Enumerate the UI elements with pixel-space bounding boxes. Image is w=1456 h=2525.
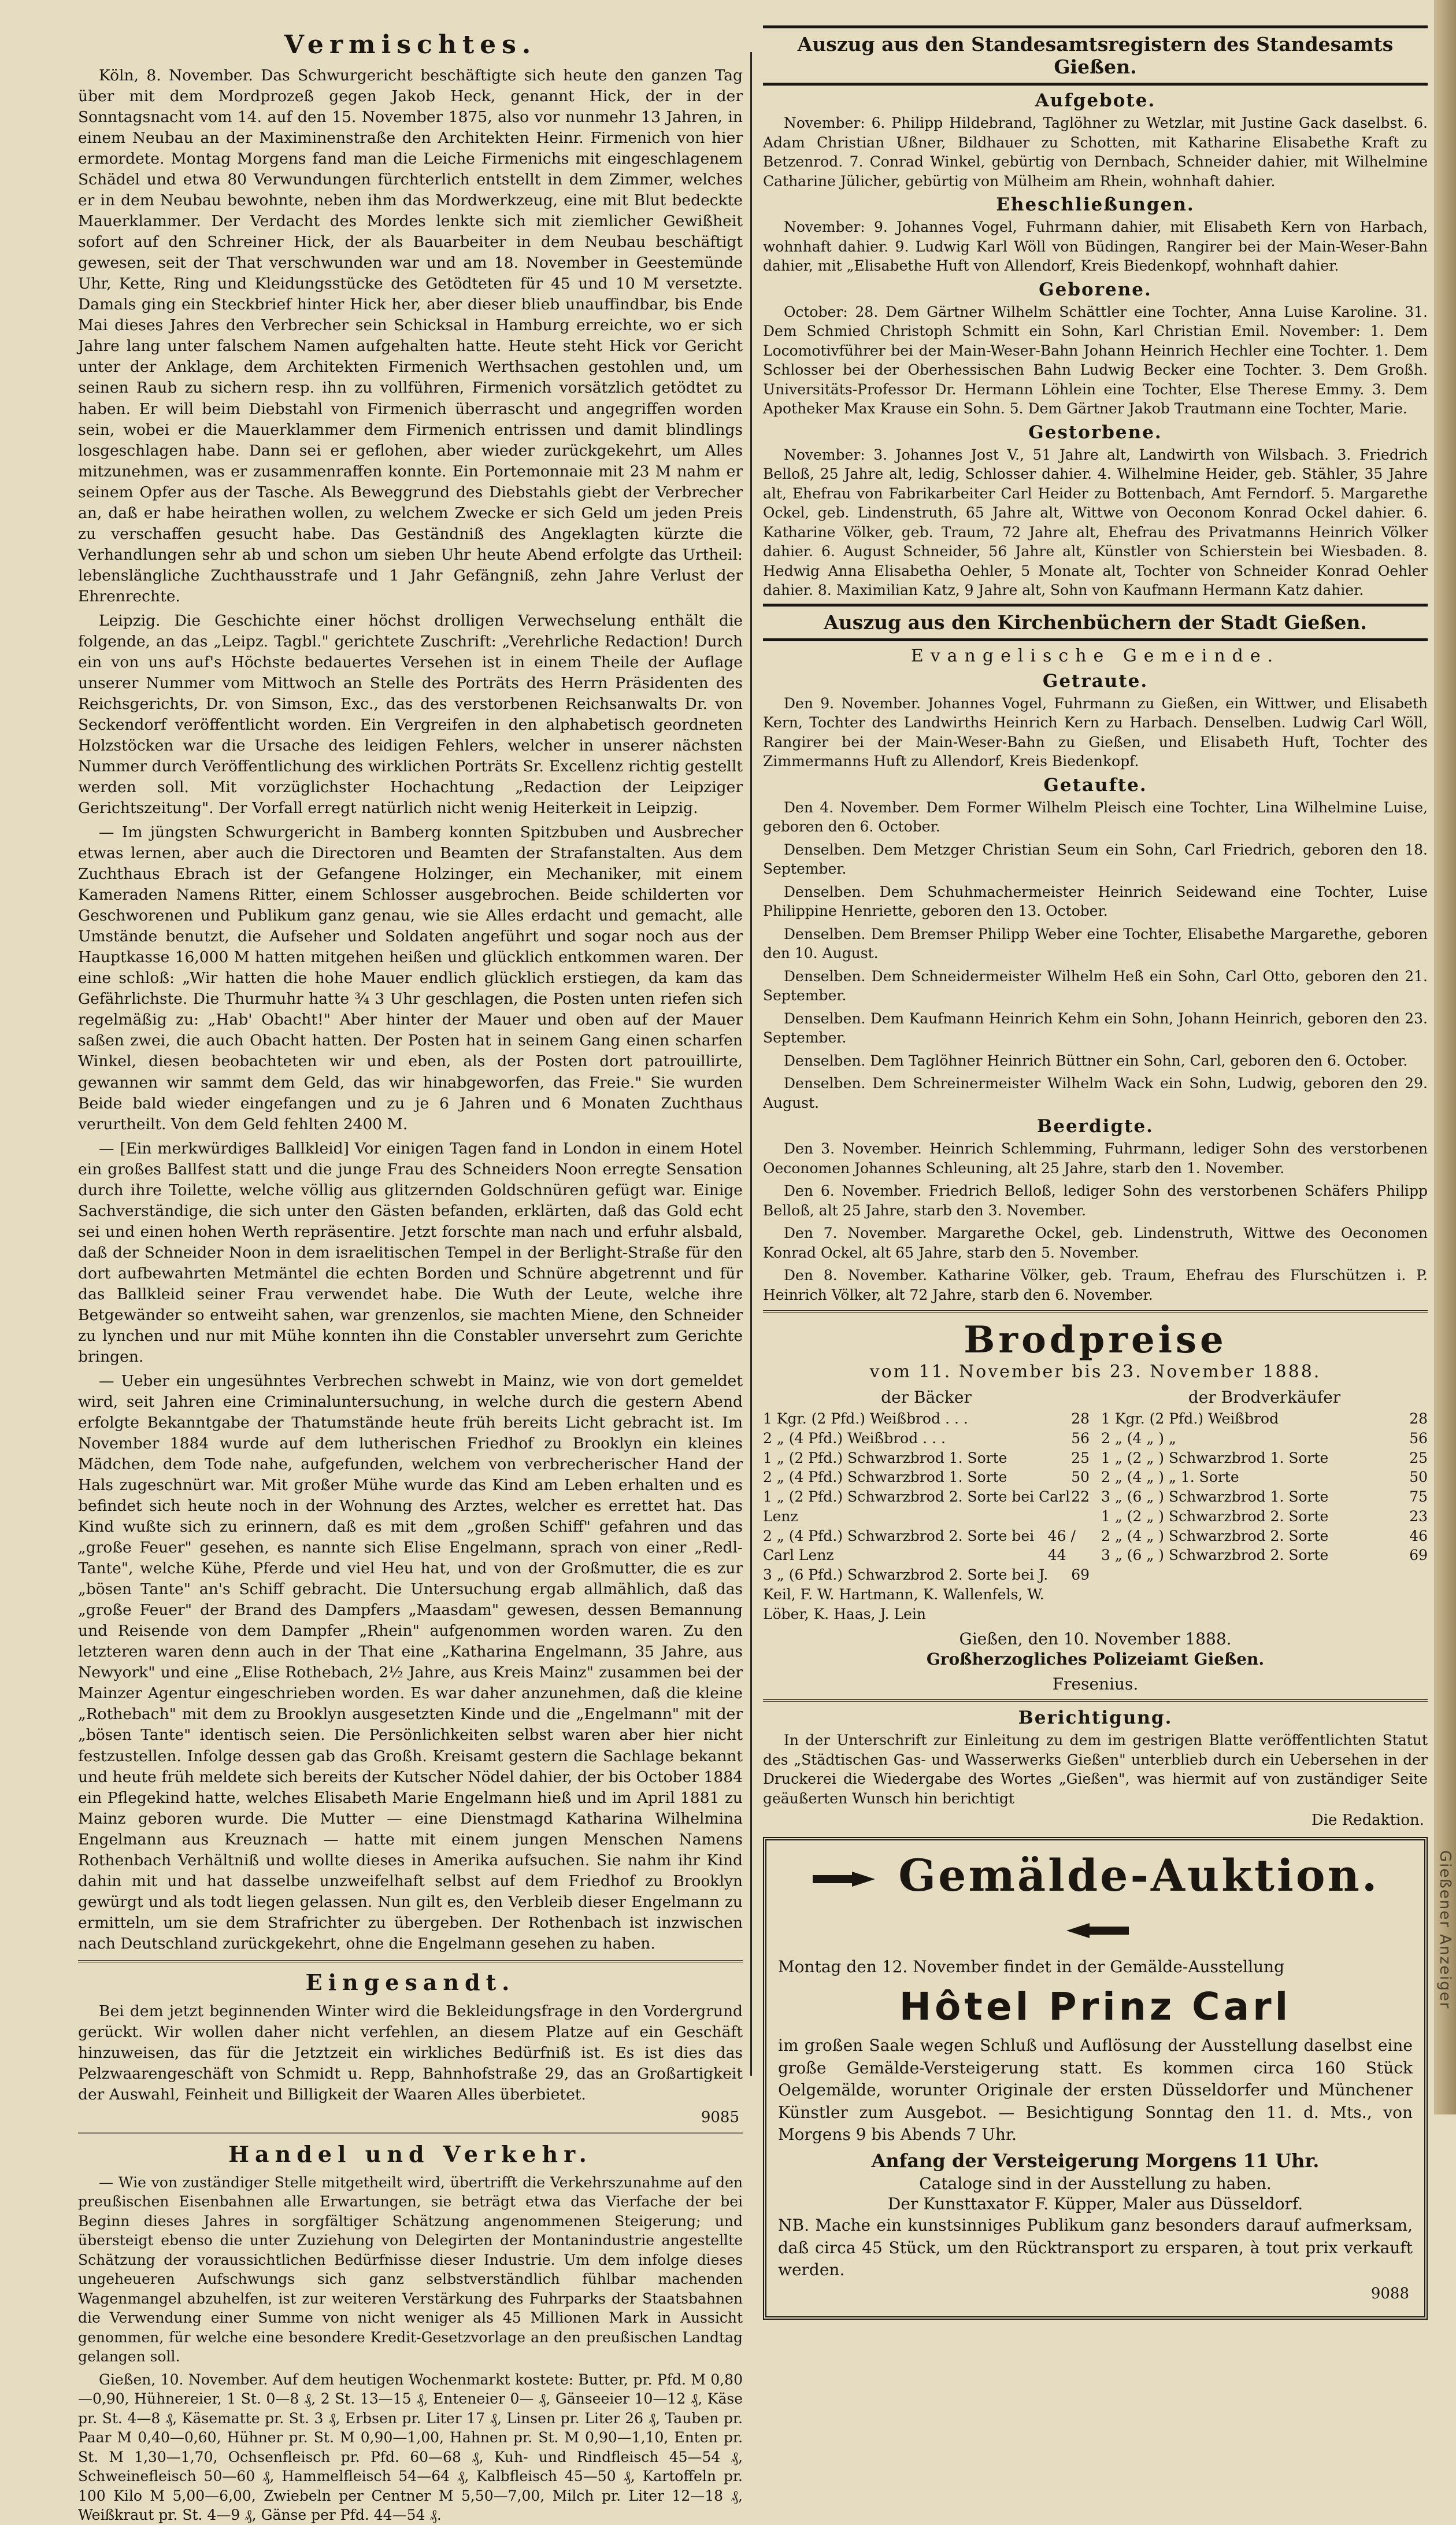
pointing-hand-icon (812, 1869, 881, 1889)
price-row (763, 1448, 1090, 1468)
price-value: 75 (1409, 1488, 1428, 1505)
price-row (1101, 1409, 1428, 1429)
getaufte-heading: Getaufte. (1043, 774, 1147, 796)
price-row (1101, 1507, 1428, 1526)
price-value: 46 (1409, 1527, 1428, 1544)
auktion-start: Anfang der Versteigerung Morgens 11 Uhr. (871, 2150, 1320, 2172)
price-value: 50 (1071, 1469, 1090, 1486)
getraute-heading: Getraute. (1042, 670, 1149, 692)
price-value: 50 (1409, 1469, 1428, 1486)
price-row (1101, 1448, 1428, 1468)
getaufte-entry: Denselben. Dem Kaufmann Heinrich Kehm ein Sohn, Johann Heinrich, geboren den 23. September. (763, 1010, 1428, 1046)
berichtigung-text: In der Unterschrift zur Einleitung zu dem im gestrigen Blatte veröffentlichten Statut des „Städtischen Gas- und Wasserwerks Gießen" unterblieb durch ein Uebersehen in der Druckerei die Wiedergabe des Wortes „Gießen", was hiermit auf von zuständiger Seite geäußerten Wunsch hin berichtigt (763, 1732, 1428, 1807)
price-value: 56 (1071, 1429, 1090, 1447)
berichtigung-heading: Berichtigung. (1018, 1707, 1173, 1729)
price-label: 1 „ (2 Pfd.) Schwarzbrod 2. Sorte bei Carl Lenz (763, 1488, 1070, 1525)
beerdigte-entry: Den 3. November. Heinrich Schlemming, Fuhrmann, lediger Sohn des verstorbenen Oeconomen Johannes Schleuning, alt 25 Jahre, starb den 1. November. (763, 1140, 1428, 1177)
price-label: 1 „ (2 „ ) Schwarzbrod 2. Sorte (1101, 1507, 1329, 1525)
getaufte-entry: Denselben. Dem Taglöhner Heinrich Büttner ein Sohn, Carl, geboren den 6. October. (784, 1052, 1408, 1069)
section-rule (763, 1310, 1428, 1313)
section-title-eingesandt: Eingesandt. (305, 1969, 516, 1995)
price-label: 3 „ (6 „ ) Schwarzbrod 1. Sorte (1101, 1488, 1329, 1505)
section-rule (78, 1960, 743, 1962)
auktion-ref: 9088 (1370, 2284, 1409, 2302)
auktion-nb: NB. Mache ein kunstsinniges Publikum ganz besonders darauf aufmerksam, daß circa 45 Stück, um den Rücktransport zu ersparen, à tout prix verkauft werden. (778, 2216, 1413, 2280)
getaufte-entry: Denselben. Dem Schuhmachermeister Heinrich Seidewand eine Tochter, Luise Philippine Henriette, geboren den 13. October. (763, 883, 1428, 919)
left-column (78, 23, 743, 2524)
brodpreise-table (763, 1388, 1428, 1624)
price-value: 69 (1071, 1566, 1090, 1583)
verkaeufer-column (1101, 1388, 1428, 1624)
getaufte-entry: Den 4. November. Dem Former Wilhelm Pleisch eine Tochter, Lina Wilhelmine Luise, geboren den 6. October. (763, 798, 1428, 835)
price-label: 3 „ (6 „ ) Schwarzbrod 2. Sorte (1101, 1547, 1329, 1564)
price-value: 28 (1071, 1410, 1090, 1427)
getaufte-entry: Denselben. Dem Schneidermeister Wilhelm Heß ein Sohn, Carl Otto, geboren den 21. September. (763, 967, 1428, 1004)
price-row (763, 1409, 1090, 1429)
price-value: 23 (1409, 1507, 1428, 1525)
right-column (763, 23, 1428, 2302)
kirchenbuch-header: Auszug aus den Kirchenbüchern der Stadt Gießen. (763, 604, 1428, 641)
price-row (1101, 1526, 1428, 1546)
price-value: 28 (1409, 1410, 1428, 1427)
price-row (1101, 1429, 1428, 1448)
price-label: 2 „ (4 Pfd.) Schwarzbrod 2. Sorte bei Carl Lenz (763, 1527, 1035, 1564)
binding-edge (1434, 0, 1456, 2114)
price-label: 2 „ (4 „ ) Schwarzbrod 2. Sorte (1101, 1527, 1329, 1544)
eheschliessungen-text: November: 9. Johannes Vogel, Fuhrmann dahier, mit Elisabeth Kern von Harbach, wohnhaft dahier. 9. Ludwig Karl Wöll von Büdingen, Rangirer bei der Main-Weser-Bahn dahier, mit „Elisabethe Huft von Allendorf, Kreis Biedenkopf, wohnhaft dahier. (763, 219, 1428, 274)
auktion-catalog: Cataloge sind in der Ausstellung zu haben. (919, 2174, 1272, 2193)
auktion-curator: Der Kunsttaxator F. Küpper, Maler aus Düsseldorf. (887, 2194, 1303, 2213)
aufgebote-heading: Aufgebote. (1035, 90, 1156, 111)
article-koeln: Köln, 8. November. Das Schwurgericht beschäftigte sich heute den ganzen Tag über mit dem Mordprozeß gegen Jakob Heck, genannt Hick, der in der Sonntagsnacht vom 14. auf den 15. November 1875, also vor nunmehr 13 Jahren, in einem Neubau an der Maximinenstraße den Architekten Heinr. Firmenich von hier ermordete. Montag Morgens fand man die Leiche Firmenichs mit eingeschlagenem Schädel und etwa 80 Verwundungen fürchterlich entstellt in dem Zimmer, welches er in dem Neubau bewohnte, neben ihm das Mordwerkzeug, eine mit Blut bedeckte Mauerklammer. Der Verdacht des Mordes lenkte sich mit ziemlicher Gewißheit sofort auf den Schreiner Hick, der als Bauarbeiter in dem Neubau beschäftigt gewesen, seit der That verschwunden war und am 18. November in Geestemünde Uhr, Kette, Ring und Kleidungsstücke des Getödteten für 45 und 10 M versetzte. Damals ging ein Steckbrief hinter Hick her, aber dieser blieb unauffindbar, bis Ende Mai dieses Jahres den Verbrecher sein Schicksal in Hamburg erreichte, wo er sich Jahre lang unter falschem Namen aufgehalten hatte. Heute steht Hick vor Gericht unter der Anklage, dem Architekten Firmenich Werthsachen gestohlen und, um seinen Raub zu sichern resp. ihn zu vollführen, Firmenich vorsätzlich getödtet zu haben. Er will beim Diebstahl von Firmenich überrascht und angegriffen worden sein, wobei er die Mauerklammer dem Firmenich entrissen und damit blindlings losgeschlagen habe. Dann sei er geflohen, aber wieder zurückgekehrt, um Alles mitzunehmen, was er zusammenraffen konnte. Ein Portemonnaie mit 23 M nahm er seinem Opfer aus der Tasche. Als Beweggrund des Diebstahls giebt der Verbrecher an, daß er habe heirathen wollen, zu welchem Zwecke er sich Geld um jeden Preis zu verschaffen gesucht habe. Das Geständniß des Angeklagten kürzte die Verhandlungen sehr ab und schon um sieben Uhr heute Abend erfolgte das Urtheil: lebenslängliche Zuchthausstrafe und 1 Jahr Gefängniß, zehn Jahre Verlust der Ehrenrechte. (78, 66, 743, 605)
aufgebote-text: November: 6. Philipp Hildebrand, Taglöhner zu Wetzlar, mit Justine Gack daselbst. 6. Adam Christian Ußner, Bildhauer zu Schotten, mit Katharine Elisabethe Kraft zu Betzenrod. 7. Conrad Winkel, gebürtig von Dernbach, Schneider dahier, mit Wilhelmine Catharine Jülicher, gebürtig von Mülheim am Rhein, wohnhaft dahier. (763, 114, 1428, 190)
beerdigte-entry: Den 7. November. Margarethe Ockel, geb. Lindenstruth, Wittwe des Oeconomen Konrad Ockel, alt 65 Jahre, starb den 5. November. (763, 1225, 1428, 1261)
price-label: 2 „ (4 „ ) „ 1. Sorte (1101, 1469, 1239, 1486)
price-row (763, 1565, 1090, 1624)
verkaeufer-heading: der Brodverkäufer (1188, 1388, 1341, 1407)
pointing-hand-icon (1061, 1921, 1130, 1940)
getaufte-entry: Denselben. Dem Schreinermeister Wilhelm Wack ein Sohn, Ludwig, geboren den 29. August. (763, 1075, 1428, 1111)
price-label: 3 „ (6 Pfd.) Schwarzbrod 2. Sorte bei J. Keil, F. W. Hartmann, K. Wallenfels, W. Löber, K. Haas, J. Lein (763, 1566, 1049, 1622)
price-label: 2 „ (4 Pfd.) Weißbrod . . . (763, 1429, 946, 1447)
price-label: 2 „ (4 Pfd.) Schwarzbrod 1. Sorte (763, 1469, 1007, 1486)
beerdigte-entry: Den 8. November. Katharine Völker, geb. Traum, Ehefrau des Flurschützen i. P. Heinrich Völker, alt 72 Jahre, starb den 6. November. (763, 1267, 1428, 1303)
baecker-column (763, 1388, 1090, 1624)
brodpreise-authority: Großherzogliches Polizeiamt Gießen. (926, 1650, 1265, 1669)
eheschliessungen-heading: Eheschließungen. (996, 194, 1195, 215)
eingesandt-ref: 9085 (701, 2108, 739, 2126)
section-title-vermischtes: Vermischtes. (284, 30, 537, 60)
gestorbene-text: November: 3. Johannes Jost V., 51 Jahre alt, Landwirth von Wilsbach. 3. Friedrich Belloß, 25 Jahre alt, ledig, Schlosser dahier. 4. Wilhelmine Heider, geb. Stähler, 35 Jahre alt, Ehefrau von Fabrikarbeiter Carl Heider zu Bottenbach, Amt Ferndorf. 5. Margarethe Ockel, geb. Lindenstruth, 65 Jahre alt, Wittwe von Oeconom Konrad Ockel dahier. 6. Katharine Völker, geb. Traum, 72 Jahre alt, Ehefrau des Privatmanns Heinrich Völker dahier. 6. August Schneider, 56 Jahre alt, Künstler von Schierstein bei Wiesbaden. 8. Hedwig Anna Elisabetha Oehler, 5 Monate alt, Tochter von Schneider Konrad Oehler dahier. 8. Maximilian Katz, 9 Jahre alt, Sohn von Kaufmann Hermann Katz dahier. (763, 446, 1428, 598)
beerdigte-entry: Den 6. November. Friedrich Belloß, lediger Sohn des verstorbenen Schäfers Philipp Belloß, alt 25 Jahre, starb den 3. November. (763, 1182, 1428, 1219)
standesamt-header: Auszug aus den Standesamtsregistern des Standesamts Gießen. (763, 25, 1428, 86)
price-value: 25 (1409, 1449, 1428, 1466)
price-row (1101, 1467, 1428, 1487)
section-rule (78, 2132, 743, 2134)
article-bamberg: — Im jüngsten Schwurgericht in Bamberg konnten Spitzbuben und Ausbrecher etwas lernen, aber auch die Directoren und Beamten der Strafanstalten. Aus dem Zuchthaus Ebrach ist der Gefangene Holzinger, ein Mechaniker, mit einem Kameraden Namens Ritter, einem Schlosser ausgebrochen. Beide schilderten vor Geschworenen und Publikum ganz genau, wie sie Alles erdacht und gemacht, alle Umstände benutzt, die Aufseher und Soldaten angeführt und sogar noch aus der Hauptkasse 16,000 M hatten mitgehen heißen und glücklich entkommen waren. Der eine schloß: „Wir hatten die hohe Mauer endlich glücklich erstiegen, da kam das Gefährlichste. Die Thurmuhr hatte ¾ 3 Uhr geschlagen, die Posten unten riefen sich regelmäßig zu: „Hab' Obacht!" Aber hinter der Mauer und oben auf der Mauer saßen zwei, die auch Obacht hatten. Der Posten hat in seinem Gang einen scharfen Winkel, diesen beobachteten wir und eben, als der Posten dort patrouillirte, gewannen wir sammt dem Geld, das wir hinabgeworfen, das Freie." Sie wurden Beide bald wieder eingefangen und zu je 6 Jahren und 6 Monaten Zuchthaus verurtheilt. Von dem Geld fehlten 2400 M. (78, 823, 743, 1133)
price-value: 46 / 44 (1047, 1527, 1076, 1564)
baecker-heading: der Bäcker (881, 1388, 972, 1407)
price-label: 1 Kgr. (2 Pfd.) Weißbrod . . . (763, 1410, 968, 1427)
geborene-text: October: 28. Dem Gärtner Wilhelm Schättler eine Tochter, Anna Luise Karoline. 31. Dem Schmied Christoph Schmitt ein Sohn, Karl Christian Emil. November: 1. Dem Locomotivführer bei der Main-Weser-Bahn Johann Heinrich Hechler eine Tochter. 1. Dem Schlosser bei der Oberhessischen Bahn Ludwig Becker eine Tochter. 3. Dem Großh. Universitäts-Professor Dr. Hermann Löhlein eine Tochter, Else Therese Emmy. 3. Dem Apotheker Max Krause ein Sohn. 5. Dem Gärtner Jakob Trautmann eine Tochter, Marie. (763, 303, 1428, 417)
brodpreise-place: Gießen, den 10. November 1888. (959, 1629, 1232, 1649)
price-label: 1 Kgr. (2 Pfd.) Weißbrod (1101, 1410, 1279, 1427)
edge-text: Gießener Anzeiger (1436, 1850, 1454, 2010)
price-label: 2 „ (4 „ ) „ (1101, 1429, 1176, 1447)
article-eisenbahn: — Wie von zuständiger Stelle mitgetheilt wird, übertrifft die Verkehrszunahme auf den preußischen Eisenbahnen alle Erwartungen, sie beträgt etwa das Vierfache der bei Beginn dieses Jahres in sorgfältiger Schätzung angenommenen Steigerung; und übersteigt ebenso die unter Zuziehung von Delegirten der Montanindustrie angestellte Schätzung der voraussichtlichen Bedürfnisse dieser Industrie. Um dem infolge dieses ungeheueren Aufschwungs sich ganz selbstverständlich fühlbar machenden Wagenmangel abzuhelfen, ist zur weiteren Verstärkung des Fuhrparks der Staatsbahnen die Verwendung einer Summe von nicht weniger als 45 Millionen Mark in Aussicht genommen, für welche eine besondere Kredit-Gesetzvorlage an den preußischen Landtag gelangen soll. (78, 2173, 743, 2365)
price-value: 69 (1409, 1547, 1428, 1564)
auktion-advertisement (763, 1837, 1428, 2320)
berichtigung-signature: Die Redaktion. (1311, 1812, 1424, 1829)
beerdigte-heading: Beerdigte. (1037, 1116, 1154, 1137)
price-value: 25 (1071, 1449, 1090, 1466)
brodpreise-title: Brodpreise (964, 1318, 1227, 1362)
price-row (763, 1429, 1090, 1448)
brodpreise-period: vom 11. November bis 23. November 1888. (869, 1362, 1321, 1382)
geborene-heading: Geborene. (1039, 279, 1152, 300)
article-eingesandt: Bei dem jetzt beginnenden Winter wird die Bekleidungsfrage in den Vordergrund gerückt. Wir wollen daher nicht verfehlen, an diesem Platze auf ein Geschäft hinzuweisen, das für die Jetztzeit ein wirkliches Bedürfniß ist. Es ist dies das Pelzwaarengeschäft von Schmidt u. Repp, Bahnhofstraße 29, das an Großartigkeit der Auswahl, Feinheit und Billigkeit der Waaren Alles überbietet. (78, 2002, 743, 2103)
article-mainz: — Ueber ein ungesühntes Verbrechen schwebt in Mainz, wie von dort gemeldet wird, seit Jahren eine Criminaluntersuchung, in welche durch die gestern Abend erfolgte Bekanntgabe der Thatumstände heute früh bereits Licht gebracht ist. Im November 1884 wurde auf dem lutherischen Friedhof zu Brooklyn ein kleines Mädchen, dem Tode nahe, aufgefunden, welchem von verbrecherischer Hand der Hals zugeschnürt war. Mit großer Mühe wurde das Kind am Leben erhalten und es befindet sich heute noch in der Wohnung des Arztes, welcher es errettet hat. Das Kind wußte sich zu erinnern, daß es mit dem „großen Schiff" gefahren und das „große Feuer" gesehen, es nannte sich Elise Engelmann, sprach von einer „Redl-Tante", welche Kühe, Pferde und viel Heu hat, und von der Großmutter, die es zur „bösen Tante" an's Schiff gebracht. Die Untersuchung ergab allmählich, daß das „große Feuer" der Brand des Dampfers „Maasdam" gewesen, dessen Bemannung und Reisende von dem Dampfer „Rhein" aufgenommen worden waren. Zu den letzteren waren denn auch in der That eine „Katharina Engelmann, 35 Jahre, aus Newyork" und eine „Elise Rothebach, 2½ Jahre, aus Kreis Mainz" zusammen bei der Mainzer Agentur eingeschrieben worden. Es war daher anzunehmen, daß die kleine „Rothebach" mit dem zu Brooklyn ausgesetzten Kinde und die „Engelmann" mit der „bösen Tante" identisch seien. Die Persönlichkeiten selbst waren aber hier nicht festzustellen. Infolge dessen gab das Großh. Kreisamt gestern die Sachlage bekannt und heute früh meldete sich bereits der Kutscher Nödel dahier, der bis October 1884 ein Pflegekind hatte, welches Elisabeth Marie Engelmann hieß und im April 1881 zu Mainz geboren wurde. Die Mutter — eine Dienstmagd Katharina Wilhelmina Engelmann aus Kreuznach — hatte mit einem jungen Menschen Namens Rothenbach Verhältniß und wollte dieses in Amerika aufsuchen. Sie nahm ihr Kind dahin mit und hat dasselbe unzweifelhaft selbst auf dem Friedhof zu Brooklyn gewürgt und als todt liegen gelassen. Nun gilt es, den Verbleib dieser Engelmann zu ermitteln, um sie dem Strafrichter zu übergeben. Der Rothenbach ist inzwischen nach Deutschland zurückgekehrt, ohne die Engelmann gesehen zu haben. (78, 1371, 743, 1953)
kirchenbuch-subheader: Evangelische Gemeinde. (910, 645, 1280, 666)
getraute-text: Den 9. November. Johannes Vogel, Fuhrmann zu Gießen, ein Wittwer, und Elisabeth Kern, Tochter des Landwirths Heinrich Kern zu Harbach. Denselben. Ludwig Carl Wöll, Rangirer bei der Main-Weser-Bahn zu Gießen, und Elisabeth Huft, Tochter des Zimmermanns Huft zu Allendorf, Kreis Biedenkopf. (763, 694, 1428, 770)
brodpreise-signature: Fresenius. (1052, 1674, 1139, 1694)
auktion-text: im großen Saale wegen Schluß und Auflösung der Ausstellung daselbst eine große Gemälde-Versteigerung statt. Es kommen circa 160 Stück Oelgemälde, worunter Originale der ersten Düsseldorfer und Münchener Künstler zum Ausgebot. — Besichtigung Sonntag den 11. d. Mts., von Morgens 9 bis Abends 7 Uhr. (778, 2035, 1413, 2145)
auktion-intro: Montag den 12. November findet in der Gemälde-Ausstellung (778, 1957, 1285, 1977)
article-ballkleid: — [Ein merkwürdiges Ballkleid] Vor einigen Tagen fand in London in einem Hotel ein großes Ballfest statt und die junge Frau des Schneiders Noon erregte Sensation durch ihre Toilette, welche völlig aus glitzernden Goldschnüren gefügt war. Einige Sachverständige, die sich unter den Gästen befanden, erklärten, daß das Gold echt sei und einen hohen Werth repräsentire. Jetzt forschte man nach und erfuhr alsbald, daß der Schneider Noon in dem israelitischen Tempel in der Berlight-Straße für den dort aufbewahrten Metmäntel die echten Borden und Schnüre abgetrennt und für das Ballkleid seiner Frau verwendet habe. Die Wuth der Leute, welche ihre Betgewänder so entweiht sahen, war grenzenlos, sie machten Miene, den Schneider zu lynchen und nur mit Mühe konnten ihn die Constabler unversehrt zum Gerichte bringen. (78, 1139, 743, 1366)
article-wochenmarkt: Gießen, 10. November. Auf dem heutigen Wochenmarkt kostete: Butter, pr. Pfd. M 0,80—0,90, Hühnereier, 1 St. 0—8 ₰, 2 St. 13—15 ₰, Enteneier 0— ₰, Gänseeier 10—12 ₰, Käse pr. St. 4—8 ₰, Käsematte pr. St. 3 ₰, Erbsen pr. Liter 17 ₰, Linsen pr. Liter 26 ₰, Tauben pr. Paar M 0,40—0,60, Hühner pr. St. M 0,90—1,00, Hahnen pr. St. M 0,90—1,10, Enten pr. St. M 1,30—1,70, Ochsenfleisch pr. Pfd. 60—68 ₰, Kuh- und Rindfleisch 45—54 ₰, Schweinefleisch 50—60 ₰, Hammelfleisch 54—64 ₰, Kalbfleisch 45—50 ₰, Kartoffeln pr. 100 Kilo M 5,00—6,00, Zwiebeln per Centner M 5,50—7,00, Milch pr. Liter 12—18 ₰, Weißkraut pr. St. 4—9 ₰, Gänse per Pfd. 44—54 ₰. (78, 2371, 743, 2524)
price-label: 1 „ (2 Pfd.) Schwarzbrod 1. Sorte (763, 1449, 1007, 1466)
gestorbene-heading: Gestorbene. (1028, 422, 1162, 443)
section-title-handel: Handel und Verkehr. (228, 2140, 592, 2167)
getaufte-entry: Denselben. Dem Metzger Christian Seum ein Sohn, Carl Friedrich, geboren den 18. September. (763, 841, 1428, 877)
article-leipzig: Leipzig. Die Geschichte einer höchst drolligen Verwechselung enthält die folgende, an das „Leipz. Tagbl." gerichtete Zuschrift: „Verehrliche Redaction! Durch ein von uns auf's Höchste bedauertes Versehen ist in einem Theile der Auflage unserer Nummer vom Mittwoch an Stelle des Porträts des Herrn Präsidenten des Reichsgerichts, Dr. von Simson, Exc., das des verstorbenen Reichsanwalts Dr. von Seckendorf veröffentlicht worden. Ein Vergreifen in den alphabetisch geordneten Holzstöcken war die Ursache des leidigen Fehlers, welcher in unserer nächsten Nummer durch Veröffentlichung des wirklichen Porträts Sr. Excellenz richtig gestellt werden soll. Mit vorzüglichster Hochachtung „Redaction der Leipziger Gerichtszeitung". Der Vorfall erregt natürlich nicht wenig Heiterkeit in Leipzig. (78, 611, 743, 818)
auktion-title-text: Gemälde-Auktion. (898, 1850, 1380, 1902)
column-divider (750, 52, 752, 2076)
price-row (1101, 1487, 1428, 1507)
getaufte-entry: Denselben. Dem Bremser Philipp Weber eine Tochter, Elisabethe Margarethe, geboren den 10. August. (763, 925, 1428, 962)
section-rule (763, 1699, 1428, 1702)
auktion-hotel: Hôtel Prinz Carl (899, 1984, 1292, 2029)
price-value: 22 (1071, 1488, 1090, 1505)
price-row (763, 1487, 1090, 1526)
price-row (763, 1467, 1090, 1487)
price-label: 1 „ (2 „ ) Schwarzbrod 1. Sorte (1101, 1449, 1329, 1466)
price-row (763, 1526, 1090, 1566)
auktion-title (778, 1850, 1413, 1953)
price-row (1101, 1546, 1428, 1565)
price-value: 56 (1409, 1429, 1428, 1447)
